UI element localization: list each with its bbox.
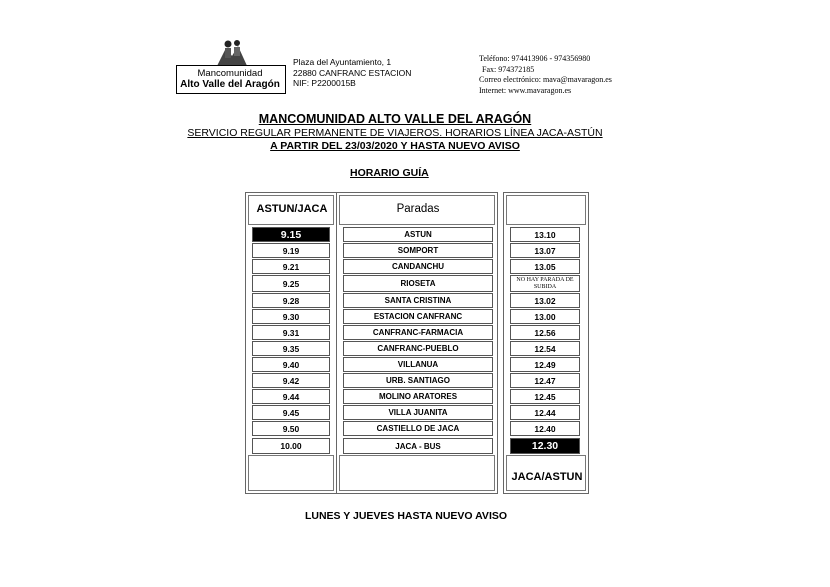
outbound-header: ASTUN/JACA bbox=[256, 203, 328, 215]
email-text: Correo electrónico: mava@mavaragon.es bbox=[479, 75, 612, 84]
stop-name-cell: JACA - BUS bbox=[343, 438, 493, 454]
web-text: Internet: www.mavaragon.es bbox=[479, 85, 572, 95]
outbound-time-cell: 9.45 bbox=[252, 405, 330, 420]
return-time-cell: 12.44 bbox=[510, 405, 580, 420]
outbound-time-cell: 9.28 bbox=[252, 293, 330, 308]
fax-text: Fax: 974372185 bbox=[482, 64, 535, 74]
return-time-cell: 13.07 bbox=[510, 243, 580, 258]
address-nif: NIF: P2200015B bbox=[293, 78, 356, 88]
return-time-cell: 13.00 bbox=[510, 309, 580, 324]
outbound-time-cell: 9.40 bbox=[252, 357, 330, 372]
stop-name-cell: ESTACION CANFRANC bbox=[343, 309, 493, 324]
stop-name-cell: CANFRANC-PUEBLO bbox=[343, 341, 493, 356]
validity-title: A PARTIR DEL 23/03/2020 Y HASTA NUEVO AVISO bbox=[270, 140, 520, 152]
logo bbox=[176, 38, 286, 93]
return-note-line-1: NO HAY PARADA DE bbox=[516, 276, 574, 283]
stop-name-cell: SANTA CRISTINA bbox=[343, 293, 493, 308]
outbound-time-cell: 9.31 bbox=[252, 325, 330, 340]
outbound-time-cell: 9.35 bbox=[252, 341, 330, 356]
stop-name-cell: VILLA JUANITA bbox=[343, 405, 493, 420]
outbound-time-cell: 9.50 bbox=[252, 421, 330, 436]
return-time-cell: 12.47 bbox=[510, 373, 580, 388]
outbound-time-cell: 10.00 bbox=[252, 438, 330, 454]
stop-name-cell: RIOSETA bbox=[343, 275, 493, 292]
return-time-cell: 12.40 bbox=[510, 421, 580, 436]
address-line-2: 22880 CANFRANC ESTACION bbox=[293, 67, 412, 78]
outbound-time-cell: 9.21 bbox=[252, 259, 330, 274]
return-footer: JACA/ASTUN bbox=[511, 471, 583, 483]
guide-title: HORARIO GUÍA bbox=[350, 167, 429, 179]
outbound-time-cell: 9.30 bbox=[252, 309, 330, 324]
return-time-cell: 12.30 bbox=[510, 438, 580, 454]
return-time-cell: 12.45 bbox=[510, 389, 580, 404]
main-title: MANCOMUNIDAD ALTO VALLE DEL ARAGÓN bbox=[258, 112, 532, 126]
mountain-figures-icon bbox=[212, 38, 252, 68]
contact-block bbox=[479, 54, 612, 96]
stop-name-cell: CANDANCHU bbox=[343, 259, 493, 274]
return-time-cell: 12.56 bbox=[510, 325, 580, 340]
service-title: SERVICIO REGULAR PERMANENTE DE VIAJEROS. HORARIOS LÍNEA JACA-ASTÚN bbox=[187, 127, 603, 139]
return-time-cell: 12.54 bbox=[510, 341, 580, 356]
stop-name-cell: VILLANUA bbox=[343, 357, 493, 372]
outbound-time-cell: 9.25 bbox=[252, 275, 330, 292]
outbound-time-cell: 9.44 bbox=[252, 389, 330, 404]
outbound-time-cell: 9.19 bbox=[252, 243, 330, 258]
address-line-1: Plaza del Ayuntamiento, 1 bbox=[293, 57, 392, 67]
return-header-box bbox=[506, 195, 586, 225]
outbound-time-cell: 9.42 bbox=[252, 373, 330, 388]
stops-footer-box bbox=[339, 455, 495, 491]
return-time-cell: 13.10 bbox=[510, 227, 580, 242]
stop-name-cell: MOLINO ARATORES bbox=[343, 389, 493, 404]
return-note-cell bbox=[510, 275, 580, 292]
stop-name-cell: CASTIELLO DE JACA bbox=[343, 421, 493, 436]
return-time-cell: 13.05 bbox=[510, 259, 580, 274]
footer-note: LUNES Y JUEVES HASTA NUEVO AVISO bbox=[304, 510, 508, 522]
phone-text: Teléfono: 974413906 - 974356980 bbox=[479, 54, 591, 63]
outbound-footer-box bbox=[248, 455, 334, 491]
return-note-line-2: SUBIDA bbox=[533, 283, 557, 290]
logo-line-2: Alto Valle del Aragón bbox=[180, 79, 280, 90]
stops-header: Paradas bbox=[396, 203, 440, 215]
outbound-time-cell: 9.15 bbox=[252, 227, 330, 242]
address-block bbox=[293, 57, 411, 89]
return-time-cell: 13.02 bbox=[510, 293, 580, 308]
logo-line-1: Mancomunidad bbox=[197, 68, 263, 79]
return-time-cell: 12.49 bbox=[510, 357, 580, 372]
stop-name-cell: ASTUN bbox=[343, 227, 493, 242]
stop-name-cell: URB. SANTIAGO bbox=[343, 373, 493, 388]
stop-name-cell: SOMPORT bbox=[343, 243, 493, 258]
stop-name-cell: CANFRANC-FARMACIA bbox=[343, 325, 493, 340]
